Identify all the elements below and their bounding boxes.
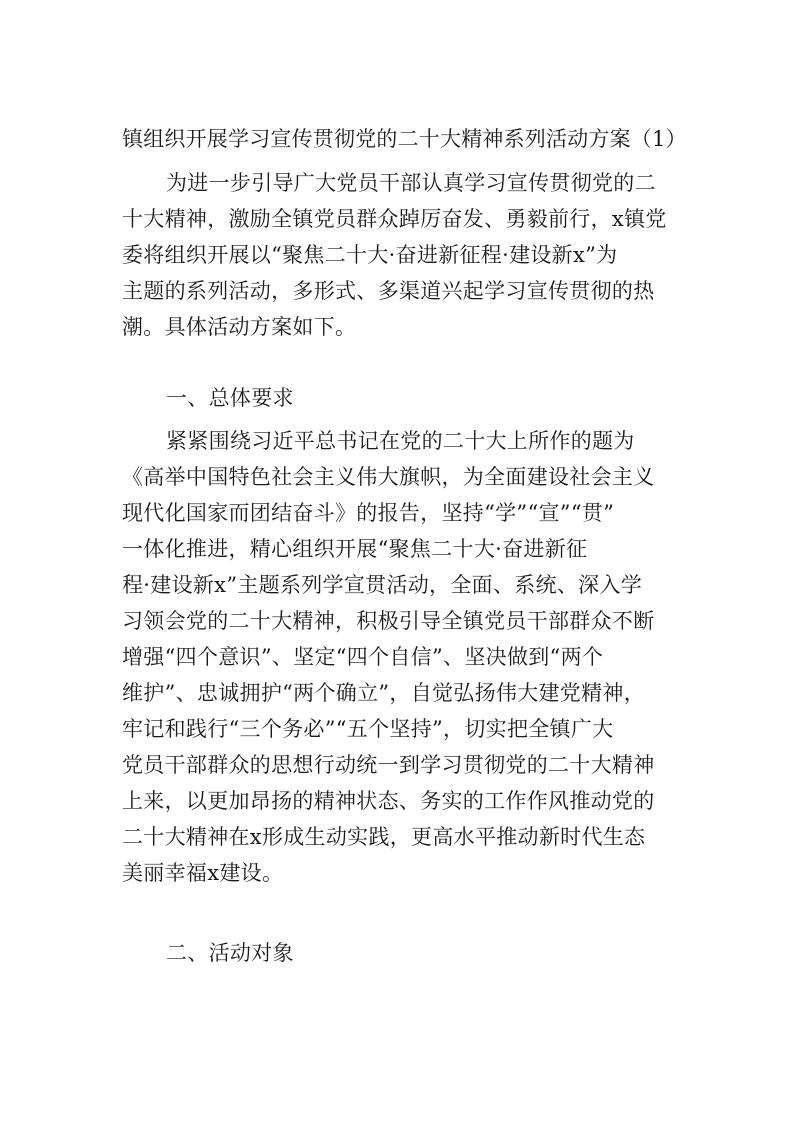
intro-line: 主题的系列活动，多形式、多渠道兴起学习宣传贯彻的热 [122, 279, 655, 303]
paragraph-line: 《高举中国特色社会主义伟大旗帜，为全面建设社会主义 [122, 465, 655, 489]
document-title: 镇组织开展学习宣传贯彻党的二十大精神系列活动方案（1） [122, 127, 687, 151]
intro-line: 委将组织开展以“聚焦二十大·奋进新征程·建设新x”为 [122, 243, 618, 267]
paragraph-line: 程·建设新x”主题系列学宣贯活动，全面、系统、深入学 [122, 573, 643, 597]
paragraph-line: 美丽幸福x建设。 [122, 861, 284, 885]
section1 [122, 380, 702, 416]
section2 [122, 935, 702, 971]
section-heading: 一、总体要求 [166, 386, 294, 410]
paragraph-line: 一体化推进，精心组织开展“聚焦二十大·奋进新征 [122, 537, 588, 561]
intro-line: 潮。具体活动方案如下。 [122, 315, 357, 339]
intro-line: 十大精神，激励全镇党员群众踔厉奋发、勇毅前行，x镇党 [122, 207, 667, 231]
paragraph-line: 党员干部群众的思想行动统一到学习贯彻党的二十大精神 [122, 753, 655, 777]
paragraph-line: 增强“四个意识”、坚定“四个自信”、坚决做到“两个 [122, 645, 604, 669]
section1-paragraph [122, 423, 702, 891]
paragraph-line: 习领会党的二十大精神，积极引导全镇党员干部群众不断 [122, 609, 655, 633]
paragraph-line: 维护”、忠诚拥护“两个确立”，自觉弘扬伟大建党精神， [122, 681, 646, 705]
section-heading: 二、活动对象 [166, 941, 294, 965]
intro-paragraph [122, 165, 702, 345]
intro-line: 为进一步引导广大党员干部认真学习宣传贯彻党的二 [166, 171, 656, 195]
paragraph-line: 牢记和践行“三个务必”“五个坚持”，切实把全镇广大 [122, 717, 614, 741]
paragraph-line: 上来，以更加昂扬的精神状态、务实的工作作风推动党的 [122, 789, 655, 813]
paragraph-line: 紧紧围绕习近平总书记在党的二十大上所作的题为 [166, 429, 635, 453]
paragraph-line: 二十大精神在x形成生动实践，更高水平推动新时代生态 [122, 825, 646, 849]
paragraph-line: 现代化国家而团结奋斗》的报告，坚持“学”“宣”“贯” [122, 501, 615, 525]
